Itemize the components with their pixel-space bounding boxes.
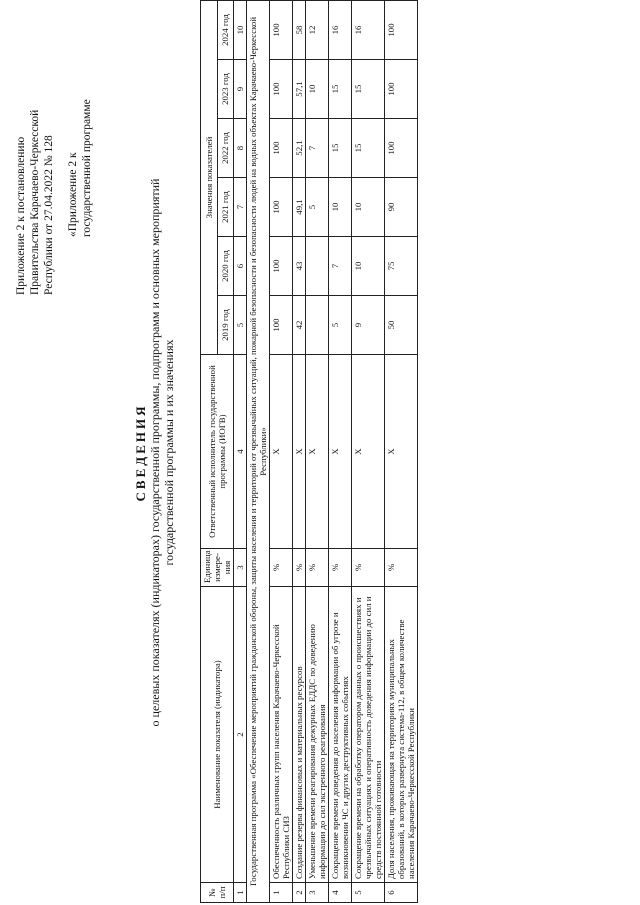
header-year: 2023 год [217, 60, 234, 119]
unit-cell: % [270, 549, 293, 587]
value-cell: 9 [352, 296, 385, 355]
header-name: Наименование показателя (индикатора) [201, 587, 234, 883]
row-num-cell: 3 [306, 883, 329, 903]
value-cell: 100 [270, 119, 293, 178]
attachment-header [14, 15, 56, 295]
table-row [352, 0, 385, 902]
responsible-cell: Х [306, 355, 329, 549]
value-cell: 75 [385, 237, 418, 296]
value-cell: 7 [329, 237, 352, 296]
unit-cell: % [329, 549, 352, 587]
value-cell [306, 296, 329, 355]
value-cell: 15 [352, 60, 385, 119]
row-num-cell: 5 [352, 883, 385, 903]
index-cell: 10 [234, 0, 247, 59]
value-cell: 49,1 [293, 178, 306, 237]
index-cell: 1 [234, 883, 247, 903]
indicator-name-cell: Сокращение времени доведения до населения информации об угрозе и возникновении ЧС и других деструктивных событиях [329, 587, 352, 883]
responsible-cell: Х [352, 355, 385, 549]
row-num-cell: 4 [329, 883, 352, 903]
responsible-cell: Х [293, 355, 306, 549]
value-cell: 100 [270, 237, 293, 296]
value-cell: 100 [270, 60, 293, 119]
attachment-line: Правительства Карачаево-Черкесской [29, 109, 41, 295]
value-cell: 57,1 [293, 60, 306, 119]
table-body [270, 0, 418, 902]
program-title-row: Государственная программа «Обеспечение мероприятий гражданской обороны, защиты населения и территорий от чрезвычайных ситуаций, пожарной безопасности и безопасности людей на водных объектах Карачаево-Черкесской Республики» [247, 0, 270, 902]
indicators-table [200, 0, 418, 903]
index-cell: 4 [234, 355, 247, 549]
index-cell: 7 [234, 178, 247, 237]
unit-cell: % [385, 549, 418, 587]
column-index-row [234, 0, 247, 902]
value-cell: 5 [306, 178, 329, 237]
responsible-cell: Х [270, 355, 293, 549]
responsible-cell: Х [329, 355, 352, 549]
document-title [134, 0, 176, 905]
table-row [270, 0, 293, 902]
value-cell: 10 [352, 237, 385, 296]
header-values-group: Значения показателей [201, 0, 218, 354]
index-cell: 5 [234, 296, 247, 355]
value-cell: 15 [329, 119, 352, 178]
value-cell: 100 [270, 0, 293, 59]
attachment-line: Республики от 27.04.2022 № 128 [43, 135, 55, 295]
index-cell: 8 [234, 119, 247, 178]
indicator-name-cell: Уменьшение времени реагирования дежурных ЕДДС по доведению информации до сил экстренного реагирования [306, 587, 329, 883]
unit-cell: % [352, 549, 385, 587]
value-cell: 50 [385, 296, 418, 355]
unit-cell: % [293, 549, 306, 587]
quote-line: «Приложение 2 к [67, 152, 79, 237]
unit-cell: % [306, 549, 329, 587]
attachment-line: Приложение 2 к постановлению [15, 136, 27, 295]
value-cell: 52,1 [293, 119, 306, 178]
row-num-cell: 1 [270, 883, 293, 903]
header-year: 2019 год [217, 296, 234, 355]
table-row [293, 0, 306, 902]
header-year: 2022 год [217, 119, 234, 178]
value-cell: 100 [385, 60, 418, 119]
header-year: 2020 год [217, 237, 234, 296]
value-cell: 100 [270, 296, 293, 355]
header-responsible: Ответственный исполнитель государственной программы (ИОГВ) [201, 355, 234, 549]
table-row [306, 0, 329, 902]
value-cell: 100 [385, 0, 418, 59]
indicator-name-cell: Доля населения, проживающая на территориях муниципальных образований, в которых развернута система-112, в общем количестве населения Карачаево-Черкесской Республики [385, 587, 418, 883]
value-cell: 12 [306, 0, 329, 59]
value-cell: 16 [329, 0, 352, 59]
value-cell: 15 [352, 119, 385, 178]
value-cell: 42 [293, 296, 306, 355]
table-row [385, 0, 418, 902]
title-main: СВЕДЕНИЯ [133, 403, 148, 502]
index-cell: 3 [234, 549, 247, 587]
title-sub-line: государственной программы и их значениях [162, 339, 176, 566]
index-cell: 6 [234, 237, 247, 296]
value-cell: 16 [352, 0, 385, 59]
indicator-name-cell: Обеспеченность различных групп населения Карачаево-Черкесской Республики СИЗ [270, 587, 293, 883]
program-attachment-header [66, 17, 94, 237]
index-cell: 2 [234, 587, 247, 883]
header-unit: Единица измере-ния [201, 549, 234, 587]
value-cell: 10 [352, 178, 385, 237]
value-cell: 100 [270, 178, 293, 237]
value-cell [306, 237, 329, 296]
value-cell: 10 [329, 178, 352, 237]
value-cell: 43 [293, 237, 306, 296]
indicator-name-cell: Создание резерва финансовых и материальных ресурсов [293, 587, 306, 883]
title-sub-line: о целевых показателях (индикаторах) государственной программы, подпрограмм и основных мероприятий [148, 178, 162, 727]
value-cell: 10 [306, 60, 329, 119]
value-cell: 15 [329, 60, 352, 119]
responsible-cell: Х [385, 355, 418, 549]
value-cell: 7 [306, 119, 329, 178]
value-cell: 90 [385, 178, 418, 237]
header-num: № п/п [201, 883, 234, 903]
quote-line: государственной программе [81, 99, 93, 237]
index-cell: 9 [234, 60, 247, 119]
value-cell: 58 [293, 0, 306, 59]
value-cell: 5 [329, 296, 352, 355]
row-num-cell: 2 [293, 883, 306, 903]
header-year: 2024 год [217, 0, 234, 59]
table-row [329, 0, 352, 902]
value-cell: 100 [385, 119, 418, 178]
row-num-cell: 6 [385, 883, 418, 903]
header-year: 2021 год [217, 178, 234, 237]
indicator-name-cell: Сокращение времени на обработку оператором данных о происшествиях и чрезвычайных ситуациях и оперативность доведения информации до сил и средств постоянной готовности [352, 587, 385, 883]
